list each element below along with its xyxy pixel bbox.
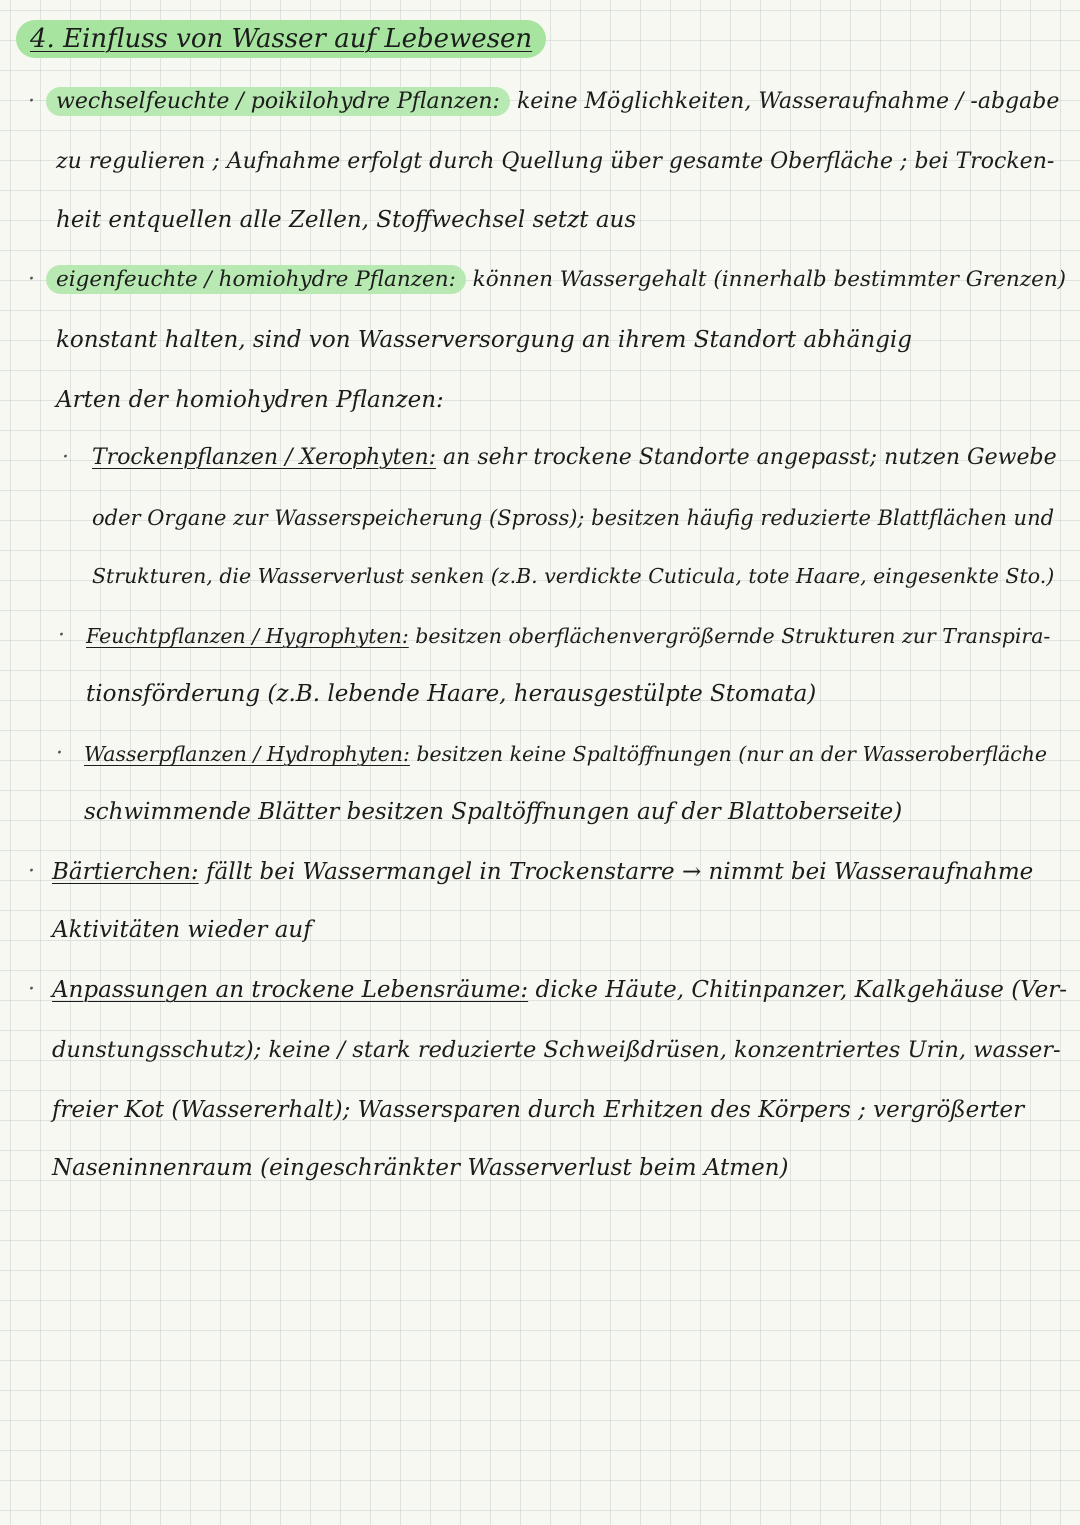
bullet-dot: ·	[28, 859, 35, 884]
bullet-dot: ·	[28, 267, 35, 292]
eigen-line-2: konstant halten, sind von Wasserversorgung an ihrem Standort abhängig	[56, 327, 913, 353]
xero-line-2: oder Organe zur Wasserspeicherung (Spross); besitzen häufig reduzierte Blattflächen und	[92, 506, 1055, 530]
hygro-line-1: Feuchtpflanzen / Hygrophyten: besitzen oberflächenvergrößernde Strukturen zur Transpira-	[86, 624, 1051, 648]
bullet-dot: ·	[28, 977, 35, 1002]
anpass-line-4: Naseninnenraum (eingeschränkter Wasserverlust beim Atmen)	[52, 1155, 789, 1181]
baer-line-1: Bärtierchen: fällt bei Wassermangel in Trockenstarre → nimmt bei Wasseraufnahme	[52, 859, 1034, 885]
wechsel-term: wechselfeuchte / poikilohydre Pflanzen:	[46, 87, 510, 116]
bullet-dot: ·	[62, 445, 69, 470]
wechsel-line-3: heit entquellen alle Zellen, Stoffwechsel setzt aus	[56, 207, 637, 233]
eigen-term: eigenfeuchte / homiohydre Pflanzen:	[46, 265, 466, 294]
bullet-dot: ·	[56, 741, 63, 766]
hydro-line-1: Wasserpflanzen / Hydrophyten: besitzen keine Spaltöffnungen (nur an der Wasseroberfläche	[84, 742, 1048, 766]
baer-line-2: Aktivitäten wieder auf	[52, 917, 312, 943]
anpass-line-3: freier Kot (Wassererhalt); Wassersparen durch Erhitzen des Körpers ; vergrößerter	[52, 1097, 1025, 1123]
xero-line-3: Strukturen, die Wasserverlust senken (z.B. verdickte Cuticula, tote Haare, eingesenkte Sto.)	[92, 564, 1055, 588]
wechsel-line-1: wechselfeuchte / poikilohydre Pflanzen: keine Möglichkeiten, Wasseraufnahme / -abgabe	[56, 86, 1059, 118]
hydro-line-2: schwimmende Blätter besitzen Spaltöffnungen auf der Blattoberseite)	[84, 799, 903, 825]
anpass-line-1: Anpassungen an trockene Lebensräume: dicke Häute, Chitinpanzer, Kalkgehäuse (Ver-	[52, 977, 1068, 1003]
baer-term: Bärtierchen:	[52, 859, 199, 885]
page-title: 4. Einfluss von Wasser auf Lebewesen	[16, 20, 546, 58]
hygro-term: Feuchtpflanzen / Hygrophyten:	[86, 624, 409, 648]
bullet-dot: ·	[28, 89, 35, 114]
hydro-term: Wasserpflanzen / Hydrophyten:	[84, 742, 410, 766]
anpass-line-2: dunstungsschutz); keine / stark reduzierte Schweißdrüsen, konzentriertes Urin, wasser-	[52, 1037, 1061, 1063]
bullet-dot: ·	[58, 623, 65, 648]
wechsel-line-2: zu regulieren ; Aufnahme erfolgt durch Quellung über gesamte Oberfläche ; bei Trocken-	[56, 149, 1055, 174]
xero-term: Trockenpflanzen / Xerophyten:	[92, 445, 437, 470]
xero-line-1: Trockenpflanzen / Xerophyten: an sehr trockene Standorte angepasst; nutzen Gewebe	[92, 445, 1057, 470]
hygro-line-2: tionsförderung (z.B. lebende Haare, herausgestülpte Stomata)	[86, 681, 817, 707]
eigen-line-3: Arten der homiohydren Pflanzen:	[56, 387, 444, 413]
eigen-line-1: eigenfeuchte / homiohydre Pflanzen: können Wassergehalt (innerhalb bestimmter Grenzen)	[56, 264, 1066, 296]
anpass-term: Anpassungen an trockene Lebensräume:	[52, 977, 529, 1003]
